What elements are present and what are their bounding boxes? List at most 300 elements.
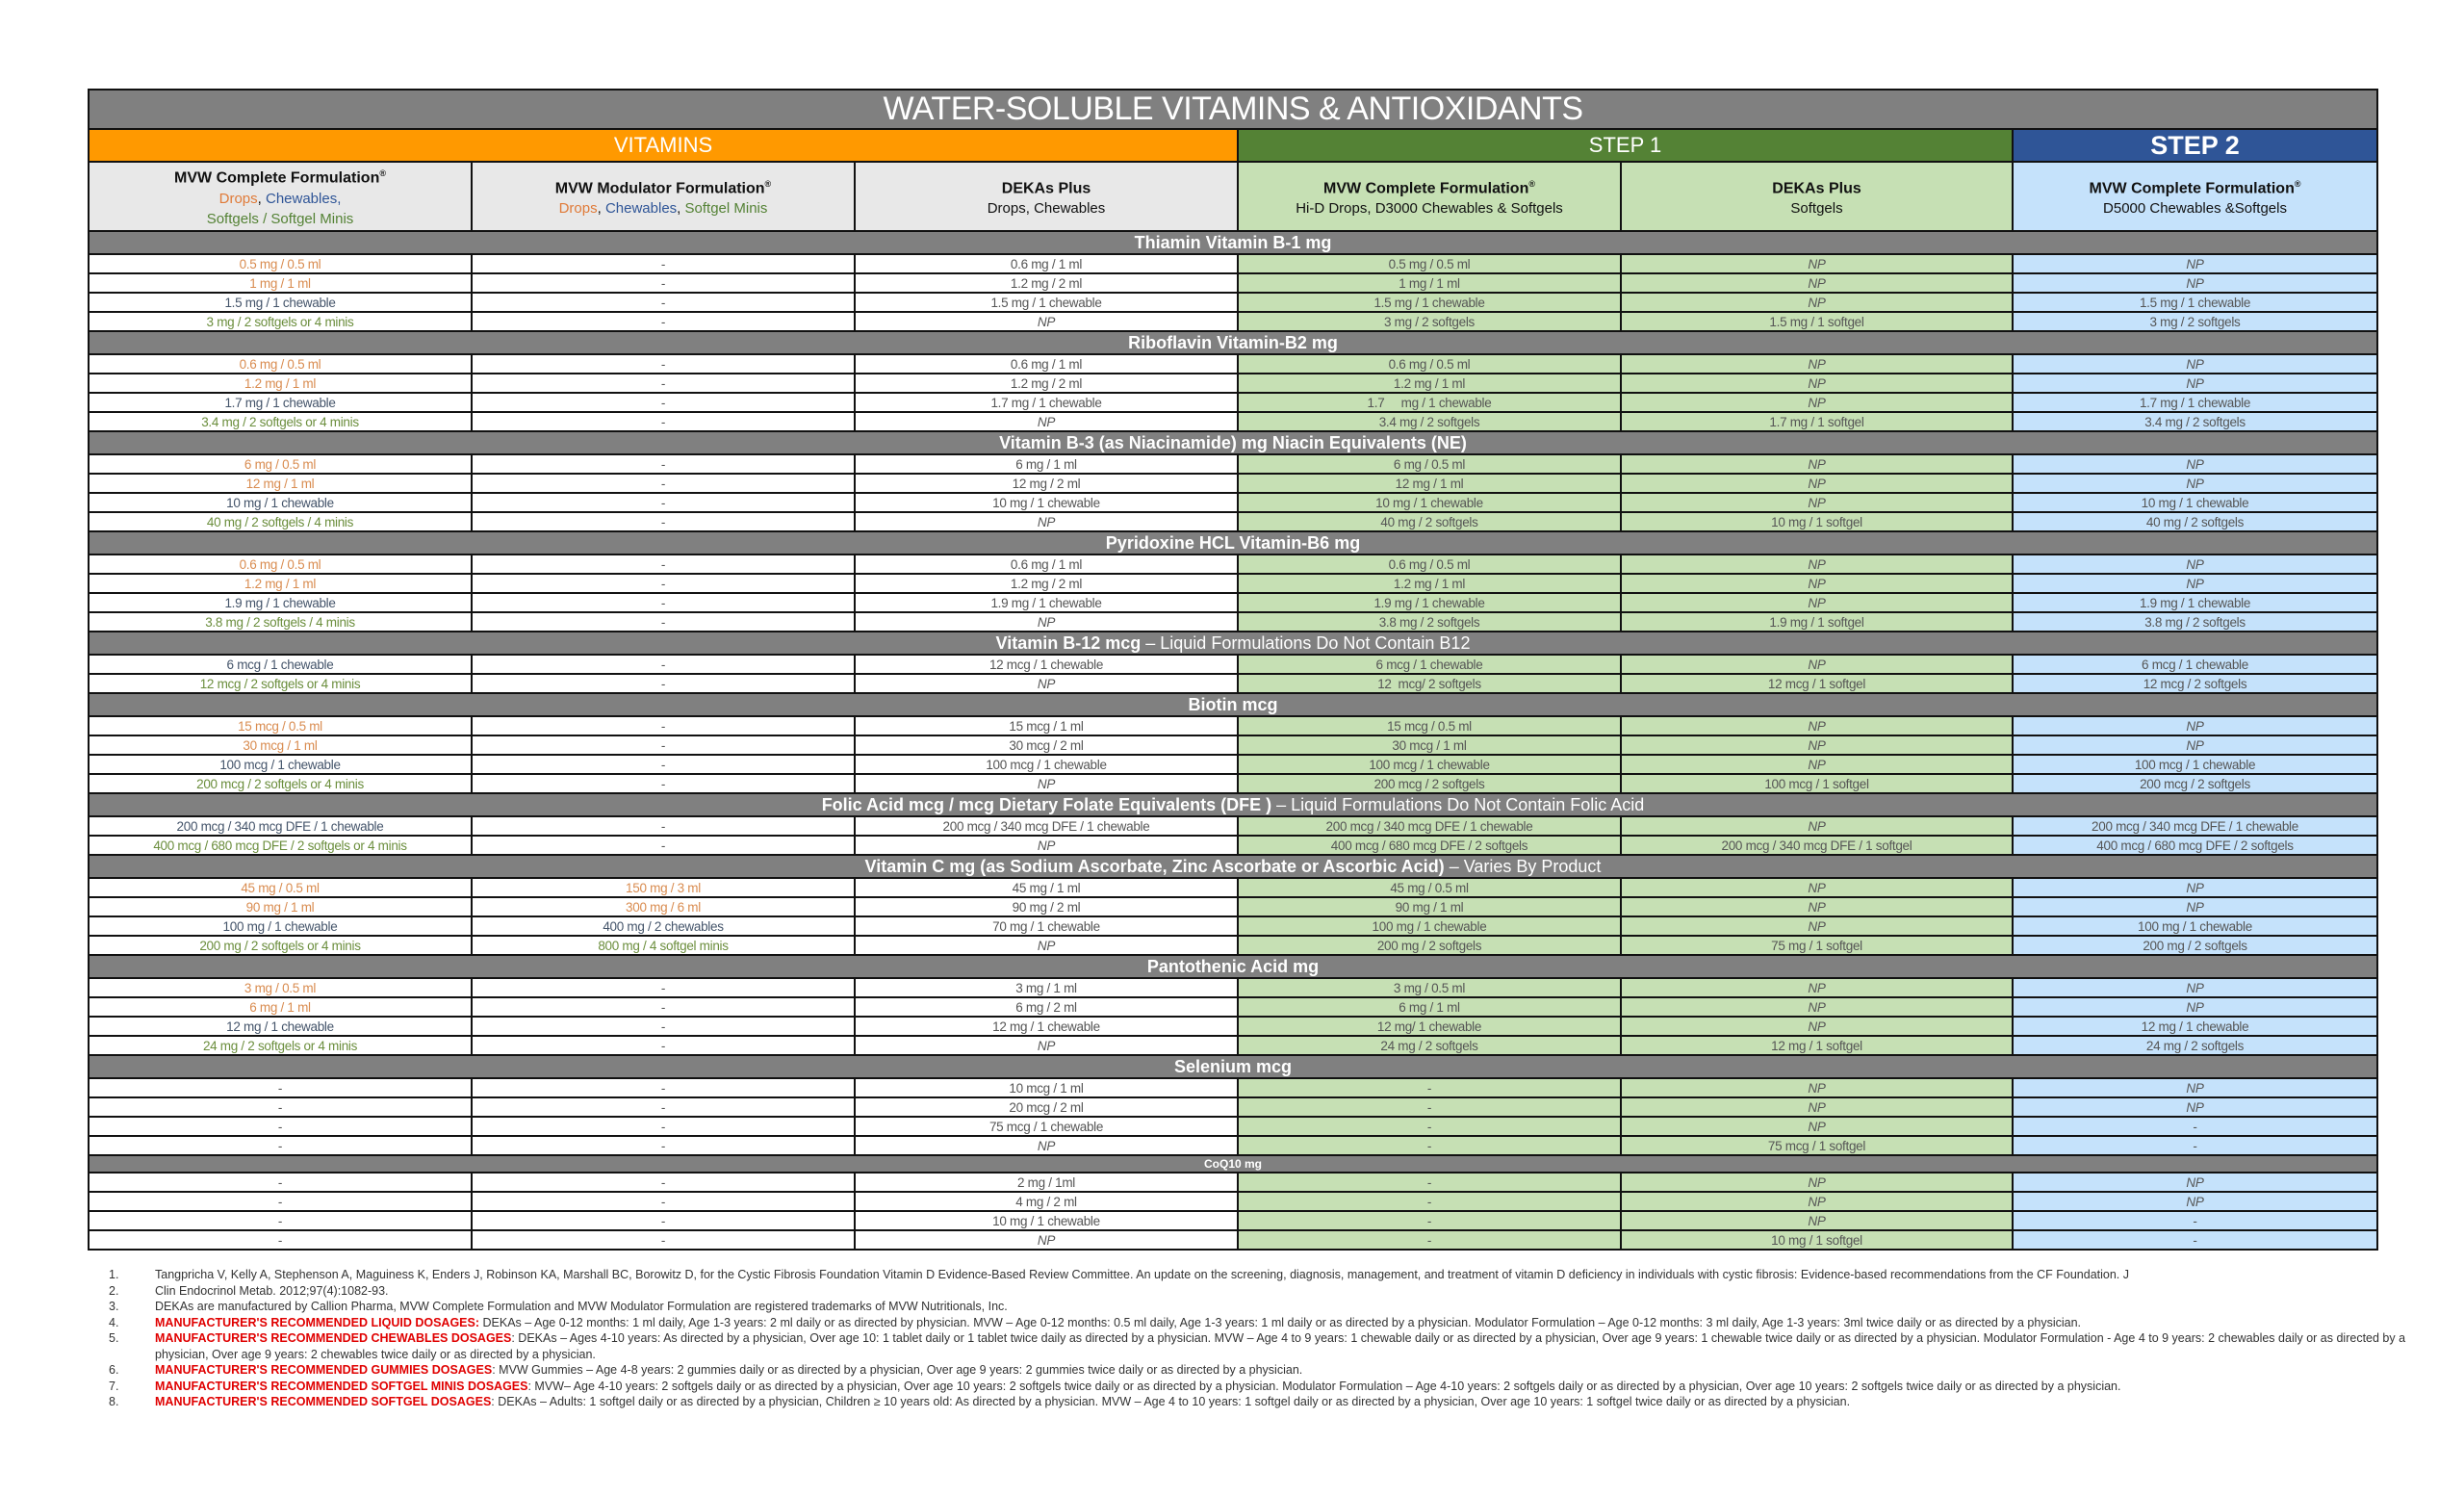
table-cell: -	[1238, 1211, 1621, 1230]
table-cell: -	[472, 1017, 855, 1036]
table-cell: 12 mcg / 2 softgels or 4 minis	[89, 674, 472, 693]
column-product-name: MVW Modulator Formulation	[554, 180, 765, 197]
table-cell: NP	[855, 1136, 1238, 1155]
table-cell: 1 mg / 1 ml	[89, 273, 472, 293]
footnote-number: 6.	[109, 1363, 119, 1377]
table-cell: 75 mg / 1 softgel	[1621, 936, 2013, 955]
table-cell: 10 mg / 1 chewable	[855, 493, 1238, 512]
table-cell: -	[1238, 1078, 1621, 1097]
band-step-1: STEP 1	[1238, 129, 2013, 162]
table-cell: 1.5 mg / 1 chewable	[855, 293, 1238, 312]
table-cell: NP	[855, 512, 1238, 531]
table-cell: NP	[2013, 735, 2377, 755]
table-cell: NP	[2013, 574, 2377, 593]
column-forms	[2014, 198, 2376, 219]
section-title: CoQ10 mg	[1203, 1157, 1262, 1171]
section-header	[89, 1155, 2377, 1173]
table-cell: 0.6 mg / 0.5 ml	[89, 555, 472, 574]
table-row	[89, 393, 2377, 412]
table-cell: -	[472, 374, 855, 393]
table-cell: NP	[1621, 474, 2013, 493]
table-cell: 1.9 mg / 1 chewable	[855, 593, 1238, 612]
table-cell: -	[89, 1078, 472, 1097]
table-cell: 0.6 mg / 1 ml	[855, 555, 1238, 574]
footnote	[109, 1299, 2419, 1315]
table-row	[89, 1192, 2377, 1211]
table-cell: NP	[2013, 1078, 2377, 1097]
column-product-heading	[2014, 174, 2376, 198]
table-cell: -	[472, 716, 855, 735]
table-cell: -	[89, 1173, 472, 1192]
table-cell: 24 mg / 2 softgels	[2013, 1036, 2377, 1055]
table-cell: -	[89, 1230, 472, 1250]
table-cell: -	[472, 593, 855, 612]
table-cell: -	[472, 1211, 855, 1230]
table-row	[89, 374, 2377, 393]
table-row	[89, 1036, 2377, 1055]
table-cell: 1.2 mg / 1 ml	[1238, 374, 1621, 393]
table-cell: 6 mcg / 1 chewable	[89, 655, 472, 674]
table-cell: -	[1238, 1097, 1621, 1117]
table-cell: 200 mcg / 340 mcg DFE / 1 softgel	[1621, 836, 2013, 855]
table-cell: NP	[1621, 1192, 2013, 1211]
table-cell: NP	[1621, 454, 2013, 474]
table-row	[89, 1230, 2377, 1250]
table-cell: 100 mcg / 1 softgel	[1621, 774, 2013, 793]
table-cell: 3.8 mg / 2 softgels	[1238, 612, 1621, 632]
footnote	[109, 1315, 2419, 1331]
footnote-text	[155, 1379, 2419, 1395]
column-product-name: DEKAs Plus	[1001, 180, 1091, 197]
table-cell: -	[472, 997, 855, 1017]
table-cell: NP	[855, 1230, 1238, 1250]
table-cell: 200 mg / 2 softgels	[2013, 936, 2377, 955]
table-cell: -	[472, 254, 855, 273]
registered-mark: ®	[2294, 178, 2301, 189]
table-cell: 100 mcg / 1 chewable	[855, 755, 1238, 774]
table-cell: -	[472, 816, 855, 836]
table-row	[89, 593, 2377, 612]
band-step-2: STEP 2	[2013, 129, 2377, 162]
footnote-text	[155, 1299, 2419, 1315]
column-product-heading	[473, 174, 854, 198]
table-cell: 12 mcg/ 2 softgels	[1238, 674, 1621, 693]
table-cell: 400 mcg / 680 mcg DFE / 2 softgels	[1238, 836, 1621, 855]
form-label: Drops	[218, 190, 258, 207]
footnote	[109, 1379, 2419, 1395]
table-cell: -	[89, 1136, 472, 1155]
table-row	[89, 716, 2377, 735]
table-cell: 12 mcg / 1 softgel	[1621, 674, 2013, 693]
table-row	[89, 774, 2377, 793]
table-cell: 90 mg / 1 ml	[89, 897, 472, 916]
table-cell: 45 mg / 0.5 ml	[89, 878, 472, 897]
table-row	[89, 612, 2377, 632]
table-cell: -	[472, 1173, 855, 1192]
table-cell: 200 mcg / 2 softgels	[2013, 774, 2377, 793]
table-cell: 12 mcg / 2 softgels	[2013, 674, 2377, 693]
table-cell: 1.2 mg / 2 ml	[855, 273, 1238, 293]
table-row	[89, 816, 2377, 836]
table-cell: 1.5 mg / 1 chewable	[2013, 293, 2377, 312]
footnote-text	[155, 1330, 2419, 1362]
table-cell: 15 mcg / 0.5 ml	[89, 716, 472, 735]
table-row	[89, 836, 2377, 855]
table-cell: 100 mcg / 1 chewable	[2013, 755, 2377, 774]
table-cell: 1.2 mg / 1 ml	[1238, 574, 1621, 593]
table-cell: -	[1238, 1117, 1621, 1136]
footnote-label: MANUFACTURER'S RECOMMENDED SOFTGEL MINIS DOSAGES	[155, 1379, 528, 1393]
table-row	[89, 655, 2377, 674]
table-cell: 1.9 mg / 1 softgel	[1621, 612, 2013, 632]
table-row	[89, 493, 2377, 512]
table-cell: 100 mg / 1 chewable	[1238, 916, 1621, 936]
footnote	[109, 1362, 2419, 1379]
table-cell: 0.5 mg / 0.5 ml	[1238, 254, 1621, 273]
table-cell: 12 mg/ 1 chewable	[1238, 1017, 1621, 1036]
table-cell: -	[2013, 1117, 2377, 1136]
footnote-body: : DEKAs – Ages 4-10 years: As directed by a physician, Over age 10: 1 tablet daily or 1 tablet twice daily as directed by a physician. MVW – Age 4 to 9 years: 1 chewable daily or as directed by a physician, Over age 9 years: 1 chewable twice daily or as directed by a physician. Modulator Formulation - Age 4 to 9 years: 2 chewables daily or as directed by a physician, Over age 9 years: 2 chewables twice daily or as directed by a physician.	[155, 1331, 2406, 1361]
table-cell: 3 mg / 0.5 ml	[1238, 978, 1621, 997]
table-cell: NP	[1621, 293, 2013, 312]
section-header	[89, 531, 2377, 555]
table-cell: 1.7 mg / 1 softgel	[1621, 412, 2013, 431]
table-cell: 200 mcg / 340 mcg DFE / 1 chewable	[855, 816, 1238, 836]
column-product-heading	[1622, 174, 2012, 198]
table-row	[89, 1078, 2377, 1097]
section-title: Riboflavin Vitamin-B2 mg	[1128, 332, 1338, 352]
table-cell: 1.9 mg / 1 chewable	[89, 593, 472, 612]
section-header	[89, 331, 2377, 354]
table-cell: 1.7 mg / 1 chewable	[89, 393, 472, 412]
footnote-body: : MVW Gummies – Age 4-8 years: 2 gummies daily or as directed by a physician, Over age 9 years: 2 gummies twice daily or as directed by a physician.	[492, 1363, 1303, 1377]
table-cell: NP	[1621, 916, 2013, 936]
table-cell: 24 mg / 2 softgels	[1238, 1036, 1621, 1055]
table-cell: -	[472, 412, 855, 431]
footnote	[109, 1283, 2419, 1300]
form-label: D5000 Chewables &Softgels	[2103, 200, 2287, 218]
form-label: Softgel Minis	[684, 200, 768, 218]
table-row	[89, 936, 2377, 955]
table-cell: 12 mg / 1 chewable	[89, 1017, 472, 1036]
column-product-name: DEKAs Plus	[1772, 180, 1861, 197]
footnote-label: MANUFACTURER'S RECOMMENDED LIQUID DOSAGES:	[155, 1315, 480, 1329]
table-cell: NP	[2013, 354, 2377, 374]
table-cell: 12 mg / 1 chewable	[855, 1017, 1238, 1036]
table-cell: -	[472, 978, 855, 997]
footnote-number: 1.	[109, 1268, 119, 1281]
table-cell: 100 mcg / 1 chewable	[1238, 755, 1621, 774]
table-cell: -	[472, 574, 855, 593]
table-cell: 40 mg / 2 softgels / 4 minis	[89, 512, 472, 531]
table-cell: 12 mg / 1 chewable	[2013, 1017, 2377, 1036]
table-cell: 40 mg / 2 softgels	[2013, 512, 2377, 531]
footnote	[109, 1267, 2419, 1283]
table-row	[89, 1117, 2377, 1136]
table-cell: NP	[2013, 1192, 2377, 1211]
column-forms	[856, 198, 1237, 219]
table-cell: -	[472, 612, 855, 632]
section-header	[89, 231, 2377, 254]
footnote-label: MANUFACTURER'S RECOMMENDED SOFTGEL DOSAGES	[155, 1395, 492, 1408]
table-cell: NP	[1621, 755, 2013, 774]
table-cell: NP	[1621, 1173, 2013, 1192]
footnote-number: 7.	[109, 1379, 119, 1393]
column-header	[472, 162, 855, 231]
table-cell: 1.5 mg / 1 chewable	[89, 293, 472, 312]
footnote-number: 2.	[109, 1283, 119, 1298]
section-header	[89, 855, 2377, 878]
table-cell: 3.8 mg / 2 softgels	[2013, 612, 2377, 632]
table-cell: -	[89, 1117, 472, 1136]
table-cell: -	[472, 1230, 855, 1250]
table-cell: 1.7 mg / 1 chewable	[2013, 393, 2377, 412]
section-title: Thiamin Vitamin B-1 mg	[1134, 232, 1332, 252]
registered-mark: ®	[379, 168, 386, 179]
column-product-heading	[1239, 174, 1620, 198]
section-header	[89, 1055, 2377, 1078]
table-cell: 100 mcg / 1 chewable	[89, 755, 472, 774]
column-product-name: MVW Complete Formulation	[1323, 180, 1529, 197]
table-cell: 10 mg / 1 chewable	[2013, 493, 2377, 512]
table-cell: NP	[2013, 1173, 2377, 1192]
table-cell: -	[472, 293, 855, 312]
table-cell: 200 mcg / 340 mcg DFE / 1 chewable	[2013, 816, 2377, 836]
footnote	[109, 1394, 2419, 1410]
table-row	[89, 1173, 2377, 1192]
form-label: Softgels / Softgel Minis	[206, 210, 354, 227]
table-cell: 6 mg / 0.5 ml	[89, 454, 472, 474]
table-cell: NP	[1621, 735, 2013, 755]
table-cell: NP	[1621, 574, 2013, 593]
footnote-number: 8.	[109, 1395, 119, 1408]
table-cell: NP	[2013, 897, 2377, 916]
footnote-label: MANUFACTURER'S RECOMMENDED CHEWABLES DOSAGES	[155, 1331, 512, 1345]
column-forms	[1622, 198, 2012, 219]
table-row	[89, 555, 2377, 574]
table-cell: -	[472, 1078, 855, 1097]
table-cell: -	[1238, 1173, 1621, 1192]
table-cell: 6 mg / 2 ml	[855, 997, 1238, 1017]
form-label: ,	[677, 200, 685, 218]
footnote	[109, 1330, 2419, 1362]
form-label: Chewables,	[265, 190, 342, 207]
table-cell: 15 mcg / 1 ml	[855, 716, 1238, 735]
section-header	[89, 955, 2377, 978]
table-cell: NP	[2013, 978, 2377, 997]
table-cell: -	[1238, 1192, 1621, 1211]
form-label: ,	[257, 190, 266, 207]
table-cell: 30 mcg / 2 ml	[855, 735, 1238, 755]
table-cell: 200 mcg / 2 softgels or 4 minis	[89, 774, 472, 793]
table-cell: 75 mcg / 1 chewable	[855, 1117, 1238, 1136]
table-cell: 6 mcg / 1 chewable	[1238, 655, 1621, 674]
table-cell: 6 mg / 0.5 ml	[1238, 454, 1621, 474]
table-cell: 400 mcg / 680 mcg DFE / 2 softgels or 4 minis	[89, 836, 472, 855]
table-cell: 24 mg / 2 softgels or 4 minis	[89, 1036, 472, 1055]
column-forms	[90, 189, 471, 229]
form-label: Drops, Chewables	[987, 200, 1106, 218]
table-cell: -	[89, 1211, 472, 1230]
table-cell: NP	[2013, 997, 2377, 1017]
table-cell: 4 mg / 2 ml	[855, 1192, 1238, 1211]
footnote-label: MANUFACTURER'S RECOMMENDED GUMMIES DOSAGES	[155, 1363, 493, 1377]
column-product-heading	[90, 164, 471, 188]
table-cell: 10 mg / 1 chewable	[89, 493, 472, 512]
column-header	[2013, 162, 2377, 231]
table-row	[89, 354, 2377, 374]
table-cell: NP	[1621, 897, 2013, 916]
table-row	[89, 1017, 2377, 1036]
table-row	[89, 897, 2377, 916]
table-row	[89, 454, 2377, 474]
footnote-text	[155, 1283, 2419, 1300]
table-cell: NP	[1621, 655, 2013, 674]
table-cell: 100 mg / 1 chewable	[2013, 916, 2377, 936]
table-cell: 40 mg / 2 softgels	[1238, 512, 1621, 531]
table-cell: 200 mcg / 2 softgels	[1238, 774, 1621, 793]
table-cell: NP	[855, 1036, 1238, 1055]
section-note: – Liquid Formulations Do Not Contain B12	[1141, 632, 1471, 653]
table-cell: NP	[1621, 254, 2013, 273]
table-cell: 200 mcg / 340 mcg DFE / 1 chewable	[89, 816, 472, 836]
table-cell: -	[472, 555, 855, 574]
table-row	[89, 474, 2377, 493]
table-cell: NP	[1621, 816, 2013, 836]
table-cell: NP	[1621, 273, 2013, 293]
section-header	[89, 632, 2377, 655]
table-row	[89, 312, 2377, 331]
footnote-number: 3.	[109, 1300, 119, 1313]
table-cell: 200 mg / 2 softgels or 4 minis	[89, 936, 472, 955]
section-title: Folic Acid mcg / mcg Dietary Folate Equivalents (DFE )	[821, 794, 1272, 814]
table-row	[89, 997, 2377, 1017]
table-cell: NP	[2013, 454, 2377, 474]
table-cell: -	[2013, 1136, 2377, 1155]
table-cell: 12 mg / 2 ml	[855, 474, 1238, 493]
form-label: ,	[597, 200, 605, 218]
table-cell: NP	[1621, 555, 2013, 574]
footnote-text	[155, 1267, 2419, 1283]
table-cell: 1.2 mg / 2 ml	[855, 574, 1238, 593]
table-cell: 150 mg / 3 ml	[472, 878, 855, 897]
table-row	[89, 254, 2377, 273]
table-cell: 10 mg / 1 softgel	[1621, 1230, 2013, 1250]
table-cell: NP	[2013, 254, 2377, 273]
table-cell: 3.4 mg / 2 softgels	[1238, 412, 1621, 431]
table-cell: 12 mcg / 1 chewable	[855, 655, 1238, 674]
section-title: Biotin mcg	[1188, 694, 1278, 714]
footnote-body: Clin Endocrinol Metab. 2012;97(4):1082-93.	[155, 1283, 389, 1298]
footnote-body: DEKAs – Age 0-12 months: 1 ml daily, Age 1-3 years: 2 ml daily or as directed by physician. MVW – Age 0-12 months: 0.5 ml daily, Age 1-3 years: 1 ml daily or as directed by a physician. Modulator Formulation – Age 0-12 months: 3 ml daily, Age 1-3 years: 3ml twice daily or as directed by a physician.	[479, 1315, 2081, 1329]
table-cell: -	[2013, 1211, 2377, 1230]
table-cell: 300 mg / 6 ml	[472, 897, 855, 916]
table-cell: -	[472, 454, 855, 474]
table-cell: NP	[855, 836, 1238, 855]
table-cell: -	[1238, 1230, 1621, 1250]
table-cell: 1.2 mg / 1 ml	[89, 374, 472, 393]
table-cell: NP	[1621, 354, 2013, 374]
table-cell: 100 mg / 1 chewable	[89, 916, 472, 936]
section-title: Vitamin B-3 (as Niacinamide) mg Niacin Equivalents (NE)	[999, 432, 1467, 452]
table-cell: NP	[855, 774, 1238, 793]
table-cell: 3 mg / 2 softgels	[2013, 312, 2377, 331]
table-cell: NP	[1621, 1017, 2013, 1036]
table-cell: NP	[2013, 474, 2377, 493]
table-cell: 3 mg / 0.5 ml	[89, 978, 472, 997]
table-row	[89, 1136, 2377, 1155]
table-cell: -	[472, 674, 855, 693]
table-cell: -	[472, 1136, 855, 1155]
table-cell: 6 mg / 1 ml	[1238, 997, 1621, 1017]
table-row	[89, 1211, 2377, 1230]
table-row	[89, 674, 2377, 693]
table-cell: NP	[2013, 878, 2377, 897]
table-cell: -	[472, 735, 855, 755]
table-cell: -	[472, 1117, 855, 1136]
table-cell: -	[472, 1036, 855, 1055]
table-cell: 12 mg / 1 softgel	[1621, 1036, 2013, 1055]
band-vitamins: VITAMINS	[89, 129, 1238, 162]
form-label: Hi-D Drops, D3000 Chewables & Softgels	[1296, 200, 1563, 218]
table-cell: NP	[855, 412, 1238, 431]
table-cell: 12 mg / 1 ml	[1238, 474, 1621, 493]
table-cell: 3.4 mg / 2 softgels or 4 minis	[89, 412, 472, 431]
table-cell: 10 mcg / 1 ml	[855, 1078, 1238, 1097]
column-product-name: MVW Complete Formulation	[2089, 180, 2295, 197]
table-title: WATER-SOLUBLE VITAMINS & ANTIOXIDANTS	[89, 90, 2377, 129]
footnote-number: 4.	[109, 1315, 119, 1329]
column-header	[89, 162, 472, 231]
table-row	[89, 916, 2377, 936]
table-cell: 3 mg / 1 ml	[855, 978, 1238, 997]
table-row	[89, 293, 2377, 312]
vitamin-chart-sheet	[88, 89, 2376, 1251]
table-cell: 10 mg / 1 chewable	[855, 1211, 1238, 1230]
table-cell: -	[472, 1097, 855, 1117]
table-row	[89, 273, 2377, 293]
section-title: Selenium mcg	[1173, 1056, 1293, 1076]
table-cell: -	[89, 1192, 472, 1211]
table-cell: 1.2 mg / 2 ml	[855, 374, 1238, 393]
table-cell: 90 mg / 2 ml	[855, 897, 1238, 916]
section-header	[89, 693, 2377, 716]
table-cell: NP	[1621, 1078, 2013, 1097]
table-cell: NP	[1621, 393, 2013, 412]
footnote-body: Tangpricha V, Kelly A, Stephenson A, Maguiness K, Enders J, Robinson KA, Marshall BC, Borowitz D, for the Cystic Fibrosis Foundation Vitamin D Evidence-Based Review Committee. An update on the screening, diagnosis, management, and treatment of vitamin D deficiency in individuals with cystic fibrosis: Evidence-based recommendations from the CF Foundation. J	[155, 1268, 2130, 1281]
table-cell: 10 mg / 1 chewable	[1238, 493, 1621, 512]
table-cell: 30 mcg / 1 ml	[1238, 735, 1621, 755]
table-row	[89, 412, 2377, 431]
table-cell: NP	[855, 312, 1238, 331]
table-cell: 3 mg / 2 softgels	[1238, 312, 1621, 331]
table-cell: 200 mcg / 340 mcg DFE / 1 chewable	[1238, 816, 1621, 836]
table-cell: -	[1238, 1136, 1621, 1155]
table-cell: -	[472, 655, 855, 674]
column-forms	[473, 198, 854, 219]
table-cell: -	[472, 493, 855, 512]
footnote-body: : MVW– Age 4-10 years: 2 softgels daily or as directed by a physician, Over age 10 years: 2 softgels twice daily or as directed by a physician. Modulator Formulation – Age 4-10 years: 2 softgels daily or as directed by a physician, Over age 10 years: 2 softgels twice daily or as directed by a physician.	[527, 1379, 2121, 1393]
table-cell: -	[472, 354, 855, 374]
table-cell: -	[2013, 1230, 2377, 1250]
table-row	[89, 1097, 2377, 1117]
table-cell: 1.2 mg / 1 ml	[89, 574, 472, 593]
table-cell: 1 mg / 1 ml	[1238, 273, 1621, 293]
table-cell: NP	[855, 674, 1238, 693]
table-cell: NP	[2013, 374, 2377, 393]
table-cell: NP	[1621, 716, 2013, 735]
table-cell: NP	[1621, 1117, 2013, 1136]
